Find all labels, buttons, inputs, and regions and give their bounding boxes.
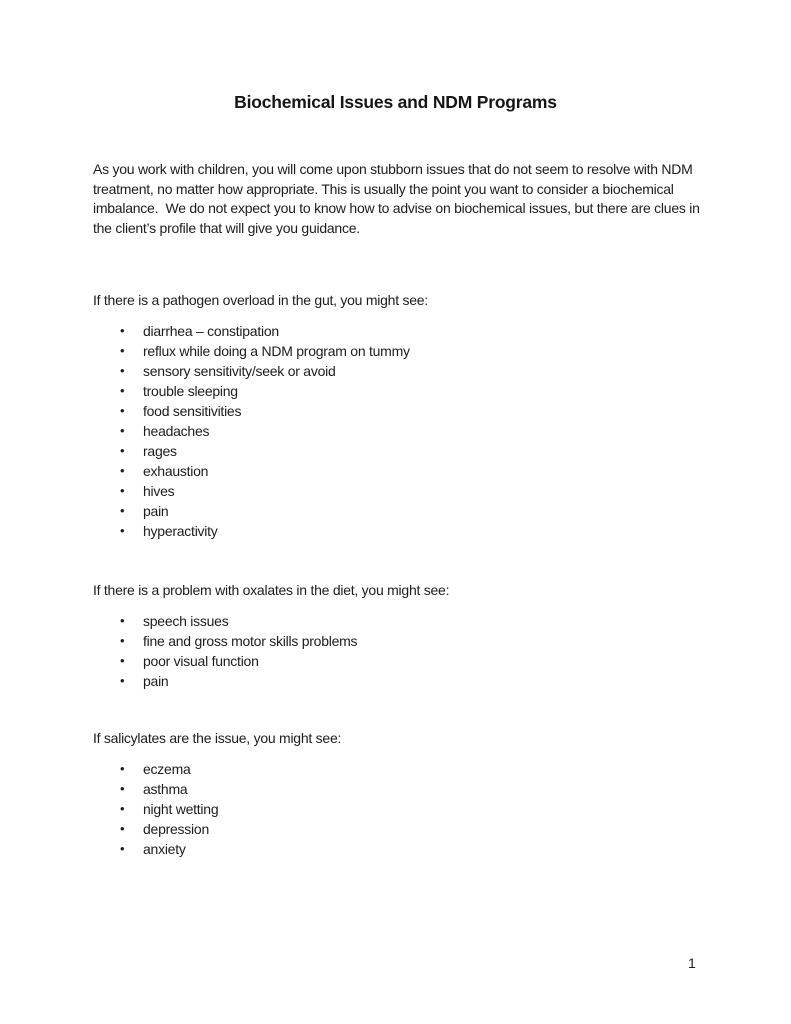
list-item: • fine and gross motor skills problems	[93, 631, 707, 651]
list-item: • night wetting	[93, 799, 707, 819]
list-item: • trouble sleeping	[93, 381, 707, 401]
list-item: • pain	[93, 501, 707, 521]
list-item: • eczema	[93, 759, 707, 779]
list-item: • poor visual function	[93, 651, 707, 671]
page-number: 1	[688, 955, 696, 971]
symptom-list-pathogen	[93, 321, 707, 541]
symptom-list-salicylates	[93, 759, 707, 859]
list-item: • depression	[93, 819, 707, 839]
list-item: • diarrhea – constipation	[93, 321, 707, 341]
section-oxalates	[93, 580, 707, 691]
symptom-list-oxalates	[93, 611, 707, 691]
list-item: • hyperactivity	[93, 521, 707, 541]
list-item: • headaches	[93, 421, 707, 441]
section-heading-salicylates: If salicylates are the issue, you might see:	[93, 730, 342, 746]
section-heading-pathogen: If there is a pathogen overload in the gut, you might see:	[93, 292, 428, 308]
list-item: • exhaustion	[93, 461, 707, 481]
list-item: • hives	[93, 481, 707, 501]
list-item: • asthma	[93, 779, 707, 799]
list-item: • speech issues	[93, 611, 707, 631]
intro-paragraph: As you work with children, you will come upon stubborn issues that do not seem to resolve with NDM treatment, no matter how appropriate. This is usually the point you want to consider a biochemical imbalance. We do not expect you to know how to advise on biochemical issues, but there are clues in the client’s profile that will give you guidance.	[93, 161, 704, 237]
section-pathogen-overload	[93, 290, 707, 541]
document-title: Biochemical Issues and NDM Programs	[234, 91, 557, 112]
list-item: • pain	[93, 671, 707, 691]
list-item: • food sensitivities	[93, 401, 707, 421]
section-heading-oxalates: If there is a problem with oxalates in the diet, you might see:	[93, 582, 450, 598]
section-salicylates	[93, 728, 707, 859]
list-item: • rages	[93, 441, 707, 461]
list-item: • anxiety	[93, 839, 707, 859]
list-item: • reflux while doing a NDM program on tummy	[93, 341, 707, 361]
list-item: • sensory sensitivity/seek or avoid	[93, 361, 707, 381]
